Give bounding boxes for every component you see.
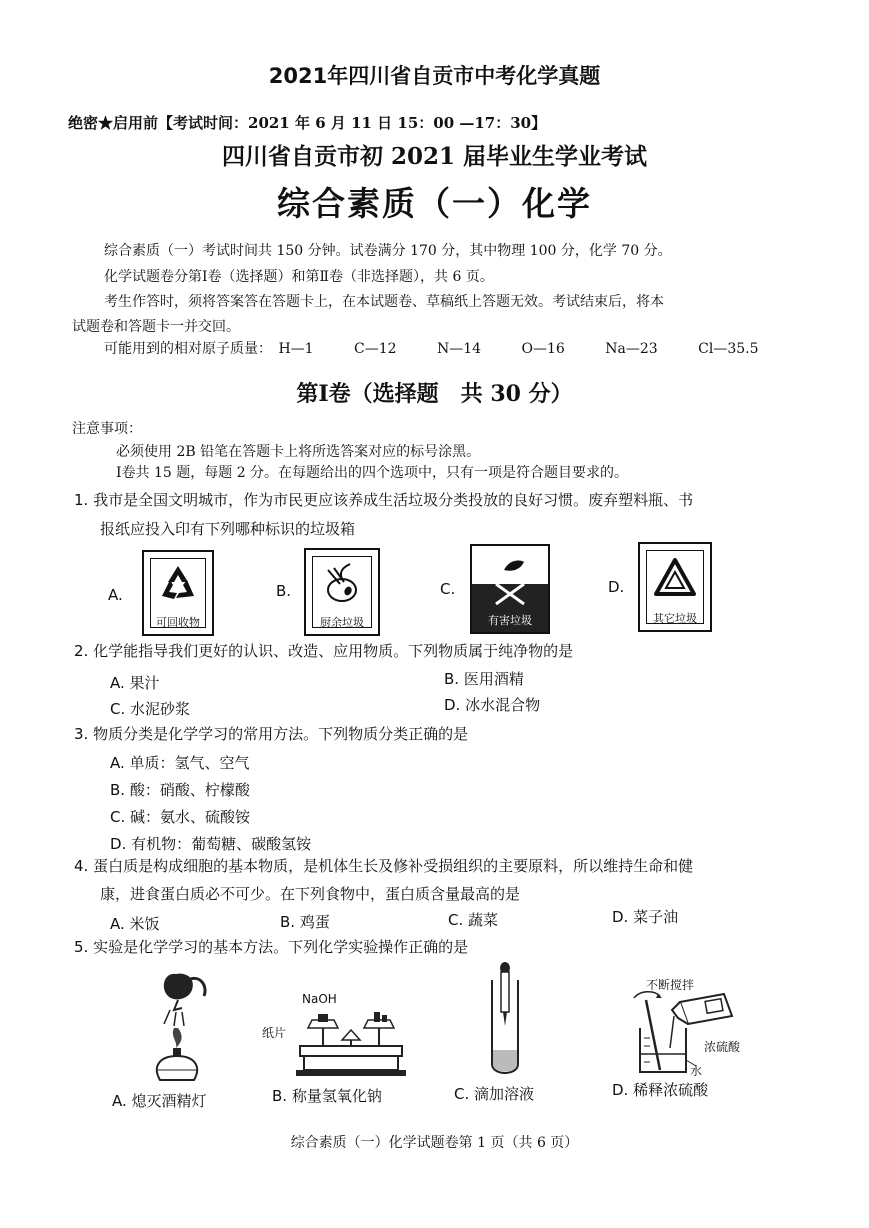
document-title: 2021年四川省自贡市中考化学真题 xyxy=(268,64,601,88)
masses-label: 可能用到的相对原子质量： xyxy=(104,341,272,357)
q3-stem: 3. 物质分类是化学学习的常用方法。下列物质分类正确的是 xyxy=(74,725,469,743)
q1-option-c-letter: C. xyxy=(440,580,456,598)
q5-option-a: A. 熄灭酒精灯 xyxy=(112,1092,207,1110)
subject-title: 综合素质（一）化学 xyxy=(277,184,592,223)
q3-option-c: C. 碱：氨水、硫酸铵 xyxy=(110,808,251,826)
hazardous-waste-sign xyxy=(470,544,550,634)
paper-label: 纸片 xyxy=(262,1026,287,1040)
notes-line-2: Ⅰ卷共 15 题，每题 2 分。在每题给出的四个选项中，只有一项是符合题目要求的。 xyxy=(116,465,629,481)
balance-figure xyxy=(296,1006,406,1078)
other-waste-caption: 其它垃圾 xyxy=(653,612,697,625)
page-footer: 综合素质（一）化学试题卷第 1 页（共 6 页） xyxy=(290,1135,579,1151)
mass-n: N—14 xyxy=(437,341,482,357)
notes-label: 注意事项： xyxy=(72,421,142,437)
other-waste-sign xyxy=(638,542,712,632)
kitchen-waste-caption: 厨余垃圾 xyxy=(320,616,364,629)
food-waste-icon xyxy=(320,560,364,606)
q3-option-a: A. 单质：氢气、空气 xyxy=(110,754,250,772)
q4-option-c: C. 蔬菜 xyxy=(448,911,499,929)
hazardous-waste-caption: 有害垃圾 xyxy=(488,614,532,627)
mass-h: H—1 xyxy=(278,341,314,357)
kitchen-waste-sign xyxy=(304,548,380,636)
intro-line-4: 试题卷和答题卡一并交回。 xyxy=(72,319,240,335)
alcohol-lamp-figure xyxy=(138,966,218,1084)
recyclable-caption: 可回收物 xyxy=(156,616,200,629)
q1-option-a-letter: A. xyxy=(108,586,123,604)
mass-c: C—12 xyxy=(354,341,397,357)
dilution-figure xyxy=(620,988,746,1078)
atomic-masses xyxy=(104,338,795,358)
q4-option-d: D. 菜子油 xyxy=(612,908,679,926)
intro-line-3: 考生作答时，须将答案答在答题卡上，在本试题卷、草稿纸上答题无效。考试结束后，将本 xyxy=(104,294,664,310)
q4-stem-line-1: 4. 蛋白质是构成细胞的基本物质，是机体生长及修补受损组织的主要原料，所以维持生命和健 xyxy=(74,857,694,875)
q5-option-b: B. 称量氢氧化钠 xyxy=(272,1087,382,1105)
recycle-icon xyxy=(156,562,200,606)
section-title: 第Ⅰ卷（选择题 共 30 分） xyxy=(296,381,573,407)
q3-option-d: D. 有机物：葡萄糖、碳酸氢铵 xyxy=(110,835,312,853)
mass-na: Na—23 xyxy=(605,341,658,357)
water-label: 水 xyxy=(690,1064,703,1078)
q5-stem: 5. 实验是化学学习的基本方法。下列化学实验操作正确的是 xyxy=(74,938,469,956)
recyclable-sign xyxy=(142,550,214,636)
q5-option-c: C. 滴加溶液 xyxy=(454,1085,535,1103)
q2-option-b: B. 医用酒精 xyxy=(444,670,524,688)
q1-stem-line-1: 1. 我市是全国文明城市，作为市民更应该养成生活垃圾分类投放的良好习惯。废弃塑料瓶、书 xyxy=(74,491,694,509)
dropper-figure xyxy=(488,960,522,1078)
notes-line-1: 必须使用 2B 铅笔在答题卡上将所选答案对应的标号涂黑。 xyxy=(116,444,481,460)
q2-option-d: D. 冰水混合物 xyxy=(444,696,541,714)
mass-o: O—16 xyxy=(521,341,565,357)
exam-title: 四川省自贡市初 2021 届毕业生学业考试 xyxy=(221,143,648,170)
q4-option-a: A. 米饭 xyxy=(110,915,160,933)
triangle-arrow-icon xyxy=(652,556,698,602)
q5-option-d: D. 稀释浓硫酸 xyxy=(612,1081,709,1099)
q4-stem-line-2: 康，进食蛋白质必不可少。在下列食物中，蛋白质含量最高的是 xyxy=(100,885,521,903)
q1-stem-line-2: 报纸应投入印有下列哪种标识的垃圾箱 xyxy=(100,520,356,538)
battery-bulb-icon xyxy=(490,554,530,606)
naoh-label: NaOH xyxy=(302,992,337,1006)
q1-option-b-letter: B. xyxy=(276,582,292,600)
exam-time-line: 绝密★启用前【考试时间：2021 年 6 月 11 日 15：00 —17：30】 xyxy=(68,114,547,132)
mass-cl: Cl—35.5 xyxy=(698,341,759,357)
q2-stem: 2. 化学能指导我们更好的认识、改造、应用物质。下列物质属于纯净物的是 xyxy=(74,642,574,660)
intro-line-1: 综合素质（一）考试时间共 150 分钟。试卷满分 170 分，其中物理 100 分，化学 70 分。 xyxy=(104,243,672,259)
stir-label: 不断搅拌 xyxy=(646,978,695,992)
q4-option-b: B. 鸡蛋 xyxy=(280,913,330,931)
acid-label: 浓硫酸 xyxy=(704,1040,741,1054)
q3-option-b: B. 酸：硝酸、柠檬酸 xyxy=(110,781,250,799)
q2-option-a: A. 果汁 xyxy=(110,674,160,692)
intro-line-2: 化学试题卷分第Ⅰ卷（选择题）和第Ⅱ卷（非选择题），共 6 页。 xyxy=(104,269,494,285)
q2-option-c: C. 水泥砂浆 xyxy=(110,700,191,718)
q1-option-d-letter: D. xyxy=(608,578,625,596)
